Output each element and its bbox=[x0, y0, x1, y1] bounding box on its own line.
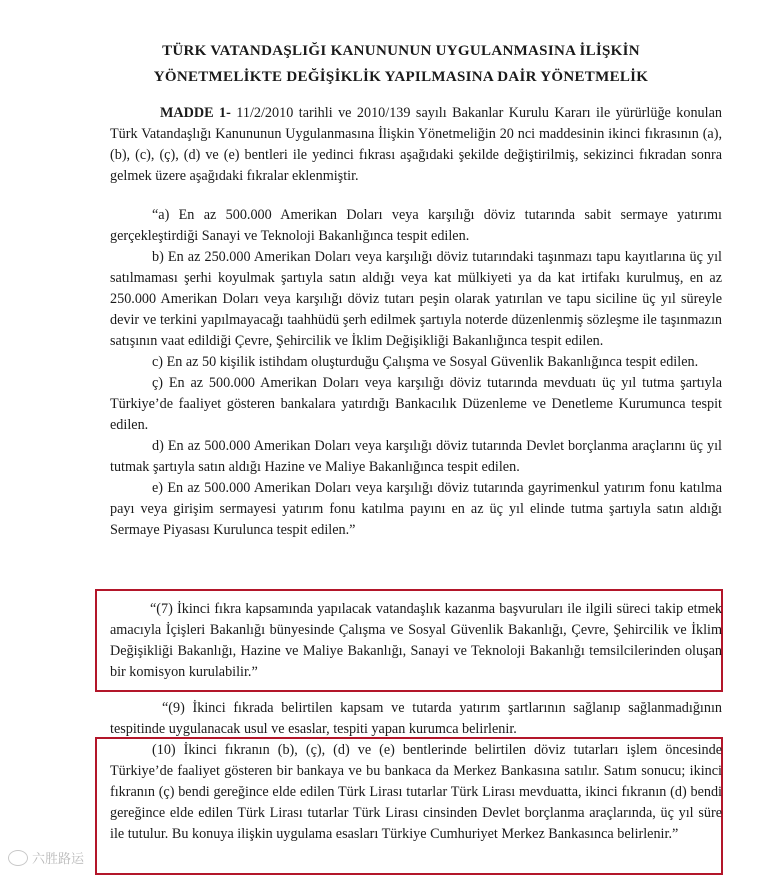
item-b: b) En az 250.000 Amerikan Doları veya karşılığı döviz tutarındaki taşınmazı tapu kayıtlarına üç yıl satılmaması şerhi koyulmak şartıyla satın aldığı veya kat mülkiyeti ya da kat irtifakı kurulmuş, en az 250.000 Amerikan Doları veya karşılığı döviz tutarı peşin olarak yatırılan ve tapu siciline üç yıl süreyle devir ve terkini yapılmayacağı taahhüdü şerh edilmek şartıyla noterde düzenlenmiş sözleşme ile taşınmazın satışının vaat edildiği Çevre, Şehircilik ve İklim Değişikliği Bakanlığınca tespit edilen. bbox=[110, 249, 722, 349]
madde-label: MADDE 1- bbox=[160, 105, 231, 121]
item-d: d) En az 500.000 Amerikan Doları veya karşılığı döviz tutarında Devlet borçlanma araçlarını üç yıl tutmak şartıyla satın aldığı Hazine ve Maliye Bakanlığınca tespit edilen. bbox=[110, 438, 722, 475]
madde-1-paragraph bbox=[110, 103, 722, 187]
watermark bbox=[8, 848, 84, 867]
item-a: “a) En az 500.000 Amerikan Doları veya karşılığı döviz tutarında sabit sermaye yatırımı gerçekleştirdiği Sanayi ve Teknoloji Bakanlığınca tespit edilen. bbox=[110, 207, 722, 244]
document-title bbox=[120, 38, 682, 90]
item-cc: ç) En az 500.000 Amerikan Doları veya karşılığı döviz tutarında mevduatı üç yıl tutma şartıyla Türkiye’de faaliyet gösteren bankalara yatırdığı Bankacılık Düzenleme ve Denetleme Kurumunca tespit edilen. bbox=[110, 375, 722, 433]
paragraph-10: (10) İkinci fıkranın (b), (ç), (d) ve (e) bentlerinde belirtilen döviz tutarları işlem öncesinde Türkiye’de faaliyet gösteren bir bankaya ve bu bankaca da Merkez Bankasına satılır. Satım sonucu; ikinci fıkranın (ç) bendi gereğince elde edilen Türk Lirası tutarlar Türk Lirası mevduatta, ikinci fıkranın (d) bendi gereğince elde edilen Türk Lirası tutarlar Türk Lirası cinsinden Devlet borçlanma araçlarında, üç yıl süre ile tutulur. Bu konuya ilişkin uygulama esasları Türkiye Cumhuriyet Merkez Bankasınca belirlenir.” bbox=[110, 742, 722, 842]
title-line-1: TÜRK VATANDAŞLIĞI KANUNUNUN UYGULANMASINA İLİŞKİN bbox=[162, 43, 640, 59]
watermark-logo-icon bbox=[8, 850, 28, 866]
paragraph-9: “(9) İkinci fıkrada belirtilen kapsam ve tutarda yatırım şartlarının sağlanıp sağlanmadığının tespitinde uygulanacak usul ve esaslar, tespiti yapan kurumca belirlenir. bbox=[110, 700, 722, 737]
title-line-2: YÖNETMELİKTE DEĞİŞİKLİK YAPILMASINA DAİR YÖNETMELİK bbox=[153, 69, 649, 85]
watermark-text: 六胜路运 bbox=[32, 852, 85, 867]
amended-items-list bbox=[110, 205, 722, 541]
item-c: c) En az 50 kişilik istihdam oluşturduğu Çalışma ve Sosyal Güvenlik Bakanlığınca tespit edilen. bbox=[152, 354, 699, 370]
paragraph-7: “(7) İkinci fıkra kapsamında yapılacak vatandaşlık kazanma başvuruları ile ilgili süreci takip etmek amacıyla İçişleri Bakanlığı bünyesinde Çalışma ve Sosyal Güvenlik Bakanlığı, Çevre, Şehircilik ve İklim Değişikliği Bakanlığı, Hazine ve Maliye Bakanlığı, Sanayi ve Teknoloji Bakanlığı temsilcilerinden oluşan bir komisyon kurulabilir.” bbox=[110, 601, 722, 680]
madde-text: 11/2/2010 tarihli ve 2010/139 sayılı Bakanlar Kurulu Kararı ile yürürlüğe konulan Türk Vatandaşlığı Kanununun Uygulanmasına İlişkin Yönetmeliğin 20 nci maddesinin ikinci fıkrasının (a), (b), (c), (ç), (d) ve (e) bentleri ile yedinci fıkrası aşağıdaki şekilde değiştirilmiş, sekizinci fıkradan sonra gelmek üzere aşağıdaki fıkralar eklenmiştir. bbox=[110, 105, 722, 184]
item-e: e) En az 500.000 Amerikan Doları veya karşılığı döviz tutarında gayrimenkul yatırım fonu katılma payı veya girişim sermayesi yatırım fonu katılma payını en az üç yıl elinde tutma şartıyla satın aldığı Sermaye Piyasası Kurulunca tespit edilen.” bbox=[110, 480, 722, 538]
